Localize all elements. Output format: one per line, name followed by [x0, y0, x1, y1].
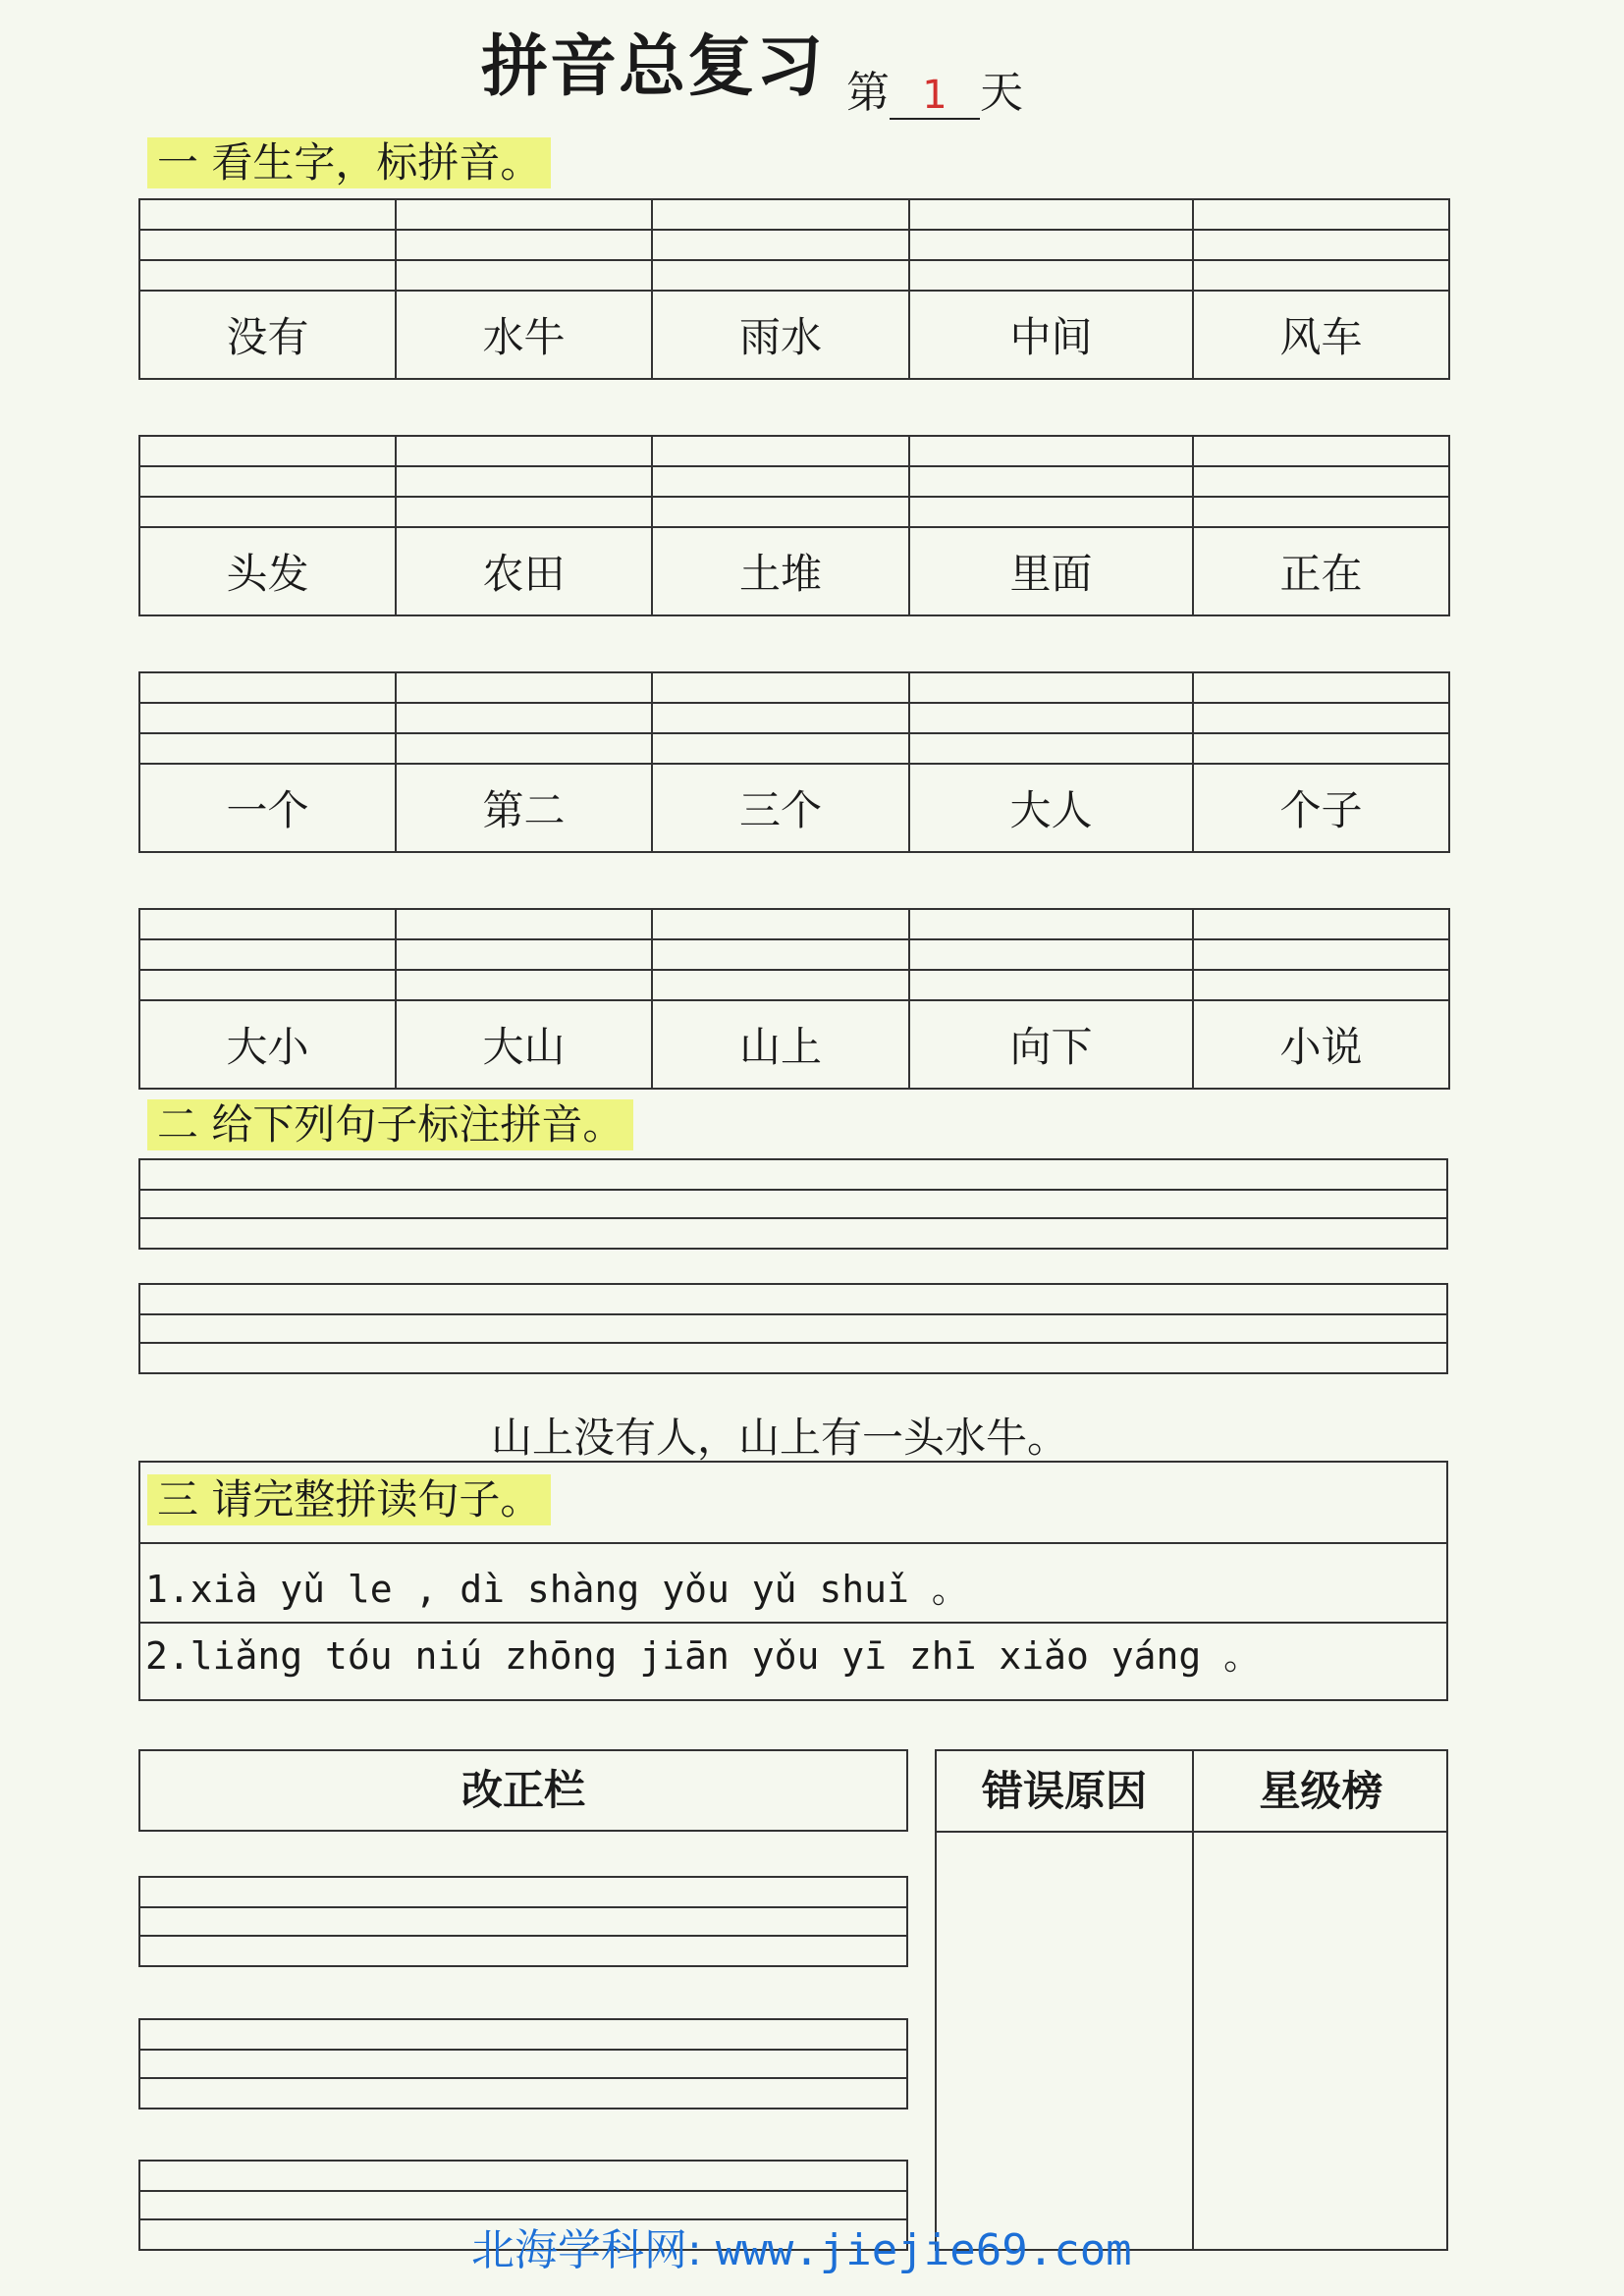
pinyin-blank[interactable]	[652, 703, 909, 733]
vocab-word: 大山	[396, 1000, 652, 1089]
vocab-word: 农田	[396, 527, 652, 615]
pinyin-blank[interactable]	[139, 436, 396, 466]
pinyin-blank[interactable]	[1193, 199, 1449, 230]
section-3-heading: 三 请完整拼读句子。	[147, 1474, 551, 1525]
error-reason-header: 错误原因	[981, 1767, 1147, 1815]
vocab-word: 小说	[1193, 1000, 1449, 1089]
pinyin-blank[interactable]	[909, 260, 1193, 291]
pinyin-blank[interactable]	[139, 260, 396, 291]
pinyin-blank[interactable]	[1193, 466, 1449, 497]
pinyin-blank[interactable]	[1193, 436, 1449, 466]
pinyin-blank[interactable]	[909, 497, 1193, 527]
vocab-word: 一个	[139, 764, 396, 852]
watermark-site-name: 北海学科网:	[471, 2225, 702, 2275]
pinyin-blank[interactable]	[1193, 733, 1449, 764]
pinyin-blank[interactable]	[652, 939, 909, 970]
section-2-heading: 二 给下列句子标注拼音。	[147, 1099, 633, 1150]
vocab-word: 雨水	[652, 291, 909, 379]
day-number[interactable]: 1	[890, 73, 980, 120]
vocab-word: 没有	[139, 291, 396, 379]
evaluation-table	[935, 1749, 1448, 2251]
vocab-word: 第二	[396, 764, 652, 852]
pinyin-blank[interactable]	[139, 497, 396, 527]
pinyin-blank[interactable]	[139, 199, 396, 230]
pinyin-blank[interactable]	[652, 199, 909, 230]
vocab-word: 头发	[139, 527, 396, 615]
pinyin-blank[interactable]	[909, 436, 1193, 466]
pinyin-blank[interactable]	[139, 672, 396, 703]
pinyin-blank[interactable]	[652, 909, 909, 939]
pinyin-blank[interactable]	[1193, 230, 1449, 260]
pinyin-blank[interactable]	[1193, 970, 1449, 1000]
correction-header: 改正栏	[138, 1749, 908, 1832]
pinyin-grid	[138, 435, 1450, 616]
pinyin-blank[interactable]	[396, 703, 652, 733]
pinyin-blank[interactable]	[396, 939, 652, 970]
vocab-word: 大小	[139, 1000, 396, 1089]
vocab-word: 风车	[1193, 291, 1449, 379]
pinyin-blank[interactable]	[652, 970, 909, 1000]
pinyin-blank[interactable]	[396, 436, 652, 466]
sentence-to-annotate: 山上没有人，山上有一头水牛。	[491, 1414, 1069, 1462]
pinyin-blank[interactable]	[139, 466, 396, 497]
pinyin-sentence-2: 2.liǎng tóu niú zhōng jiān yǒu yī zhī xiǎo yáng 。	[145, 1634, 1262, 1678]
correction-lines[interactable]	[138, 1876, 908, 1967]
pinyin-blank[interactable]	[396, 909, 652, 939]
pinyin-blank[interactable]	[909, 970, 1193, 1000]
watermark-url[interactable]: www.jiejie69.com	[715, 2225, 1132, 2275]
pinyin-blank[interactable]	[139, 230, 396, 260]
correction-lines[interactable]	[138, 2018, 908, 2109]
vocab-word: 大人	[909, 764, 1193, 852]
pinyin-sentence-1: 1.xià yǔ le , dì shàng yǒu yǔ shuǐ 。	[145, 1568, 969, 1611]
vocab-word: 土堆	[652, 527, 909, 615]
pinyin-blank[interactable]	[652, 436, 909, 466]
page-title: 拼音总复习	[481, 28, 826, 106]
pinyin-blank[interactable]	[396, 260, 652, 291]
pinyin-blank[interactable]	[652, 497, 909, 527]
vocab-word: 正在	[1193, 527, 1449, 615]
pinyin-blank[interactable]	[139, 939, 396, 970]
pinyin-blank[interactable]	[909, 939, 1193, 970]
pinyin-blank[interactable]	[909, 230, 1193, 260]
pinyin-blank[interactable]	[1193, 497, 1449, 527]
day-label	[846, 57, 1023, 120]
pinyin-blank[interactable]	[909, 703, 1193, 733]
pinyin-blank[interactable]	[909, 199, 1193, 230]
pinyin-blank[interactable]	[652, 733, 909, 764]
pinyin-blank[interactable]	[396, 970, 652, 1000]
pinyin-blank[interactable]	[1193, 939, 1449, 970]
pinyin-blank[interactable]	[652, 260, 909, 291]
day-suffix: 天	[980, 68, 1023, 118]
pinyin-blank[interactable]	[396, 733, 652, 764]
pinyin-blank[interactable]	[909, 672, 1193, 703]
pinyin-blank[interactable]	[396, 466, 652, 497]
section-1-heading: 一 看生字，标拼音。	[147, 137, 551, 188]
pinyin-blank[interactable]	[396, 230, 652, 260]
pinyin-blank[interactable]	[1193, 672, 1449, 703]
vocab-word: 水牛	[396, 291, 652, 379]
vocab-word: 中间	[909, 291, 1193, 379]
pinyin-writing-lines[interactable]	[138, 1283, 1448, 1374]
pinyin-blank[interactable]	[396, 199, 652, 230]
pinyin-blank[interactable]	[909, 909, 1193, 939]
vocab-word: 向下	[909, 1000, 1193, 1089]
pinyin-blank[interactable]	[139, 970, 396, 1000]
pinyin-blank[interactable]	[139, 733, 396, 764]
pinyin-blank[interactable]	[652, 466, 909, 497]
pinyin-writing-lines[interactable]	[138, 1158, 1448, 1250]
pinyin-blank[interactable]	[652, 230, 909, 260]
pinyin-blank[interactable]	[396, 672, 652, 703]
pinyin-blank[interactable]	[909, 466, 1193, 497]
vocab-word: 里面	[909, 527, 1193, 615]
pinyin-blank[interactable]	[652, 672, 909, 703]
vocab-word: 个子	[1193, 764, 1449, 852]
vocab-word: 山上	[652, 1000, 909, 1089]
pinyin-blank[interactable]	[1193, 909, 1449, 939]
pinyin-grid	[138, 671, 1450, 853]
pinyin-blank[interactable]	[1193, 260, 1449, 291]
pinyin-blank[interactable]	[1193, 703, 1449, 733]
pinyin-blank[interactable]	[139, 909, 396, 939]
pinyin-blank[interactable]	[396, 497, 652, 527]
day-prefix: 第	[846, 68, 890, 118]
vocab-word: 三个	[652, 764, 909, 852]
pinyin-grid	[138, 198, 1450, 380]
watermark	[471, 2215, 1132, 2277]
pinyin-grid	[138, 908, 1450, 1090]
star-rating-header: 星级榜	[1259, 1767, 1383, 1815]
pinyin-blank[interactable]	[909, 733, 1193, 764]
pinyin-blank[interactable]	[139, 703, 396, 733]
